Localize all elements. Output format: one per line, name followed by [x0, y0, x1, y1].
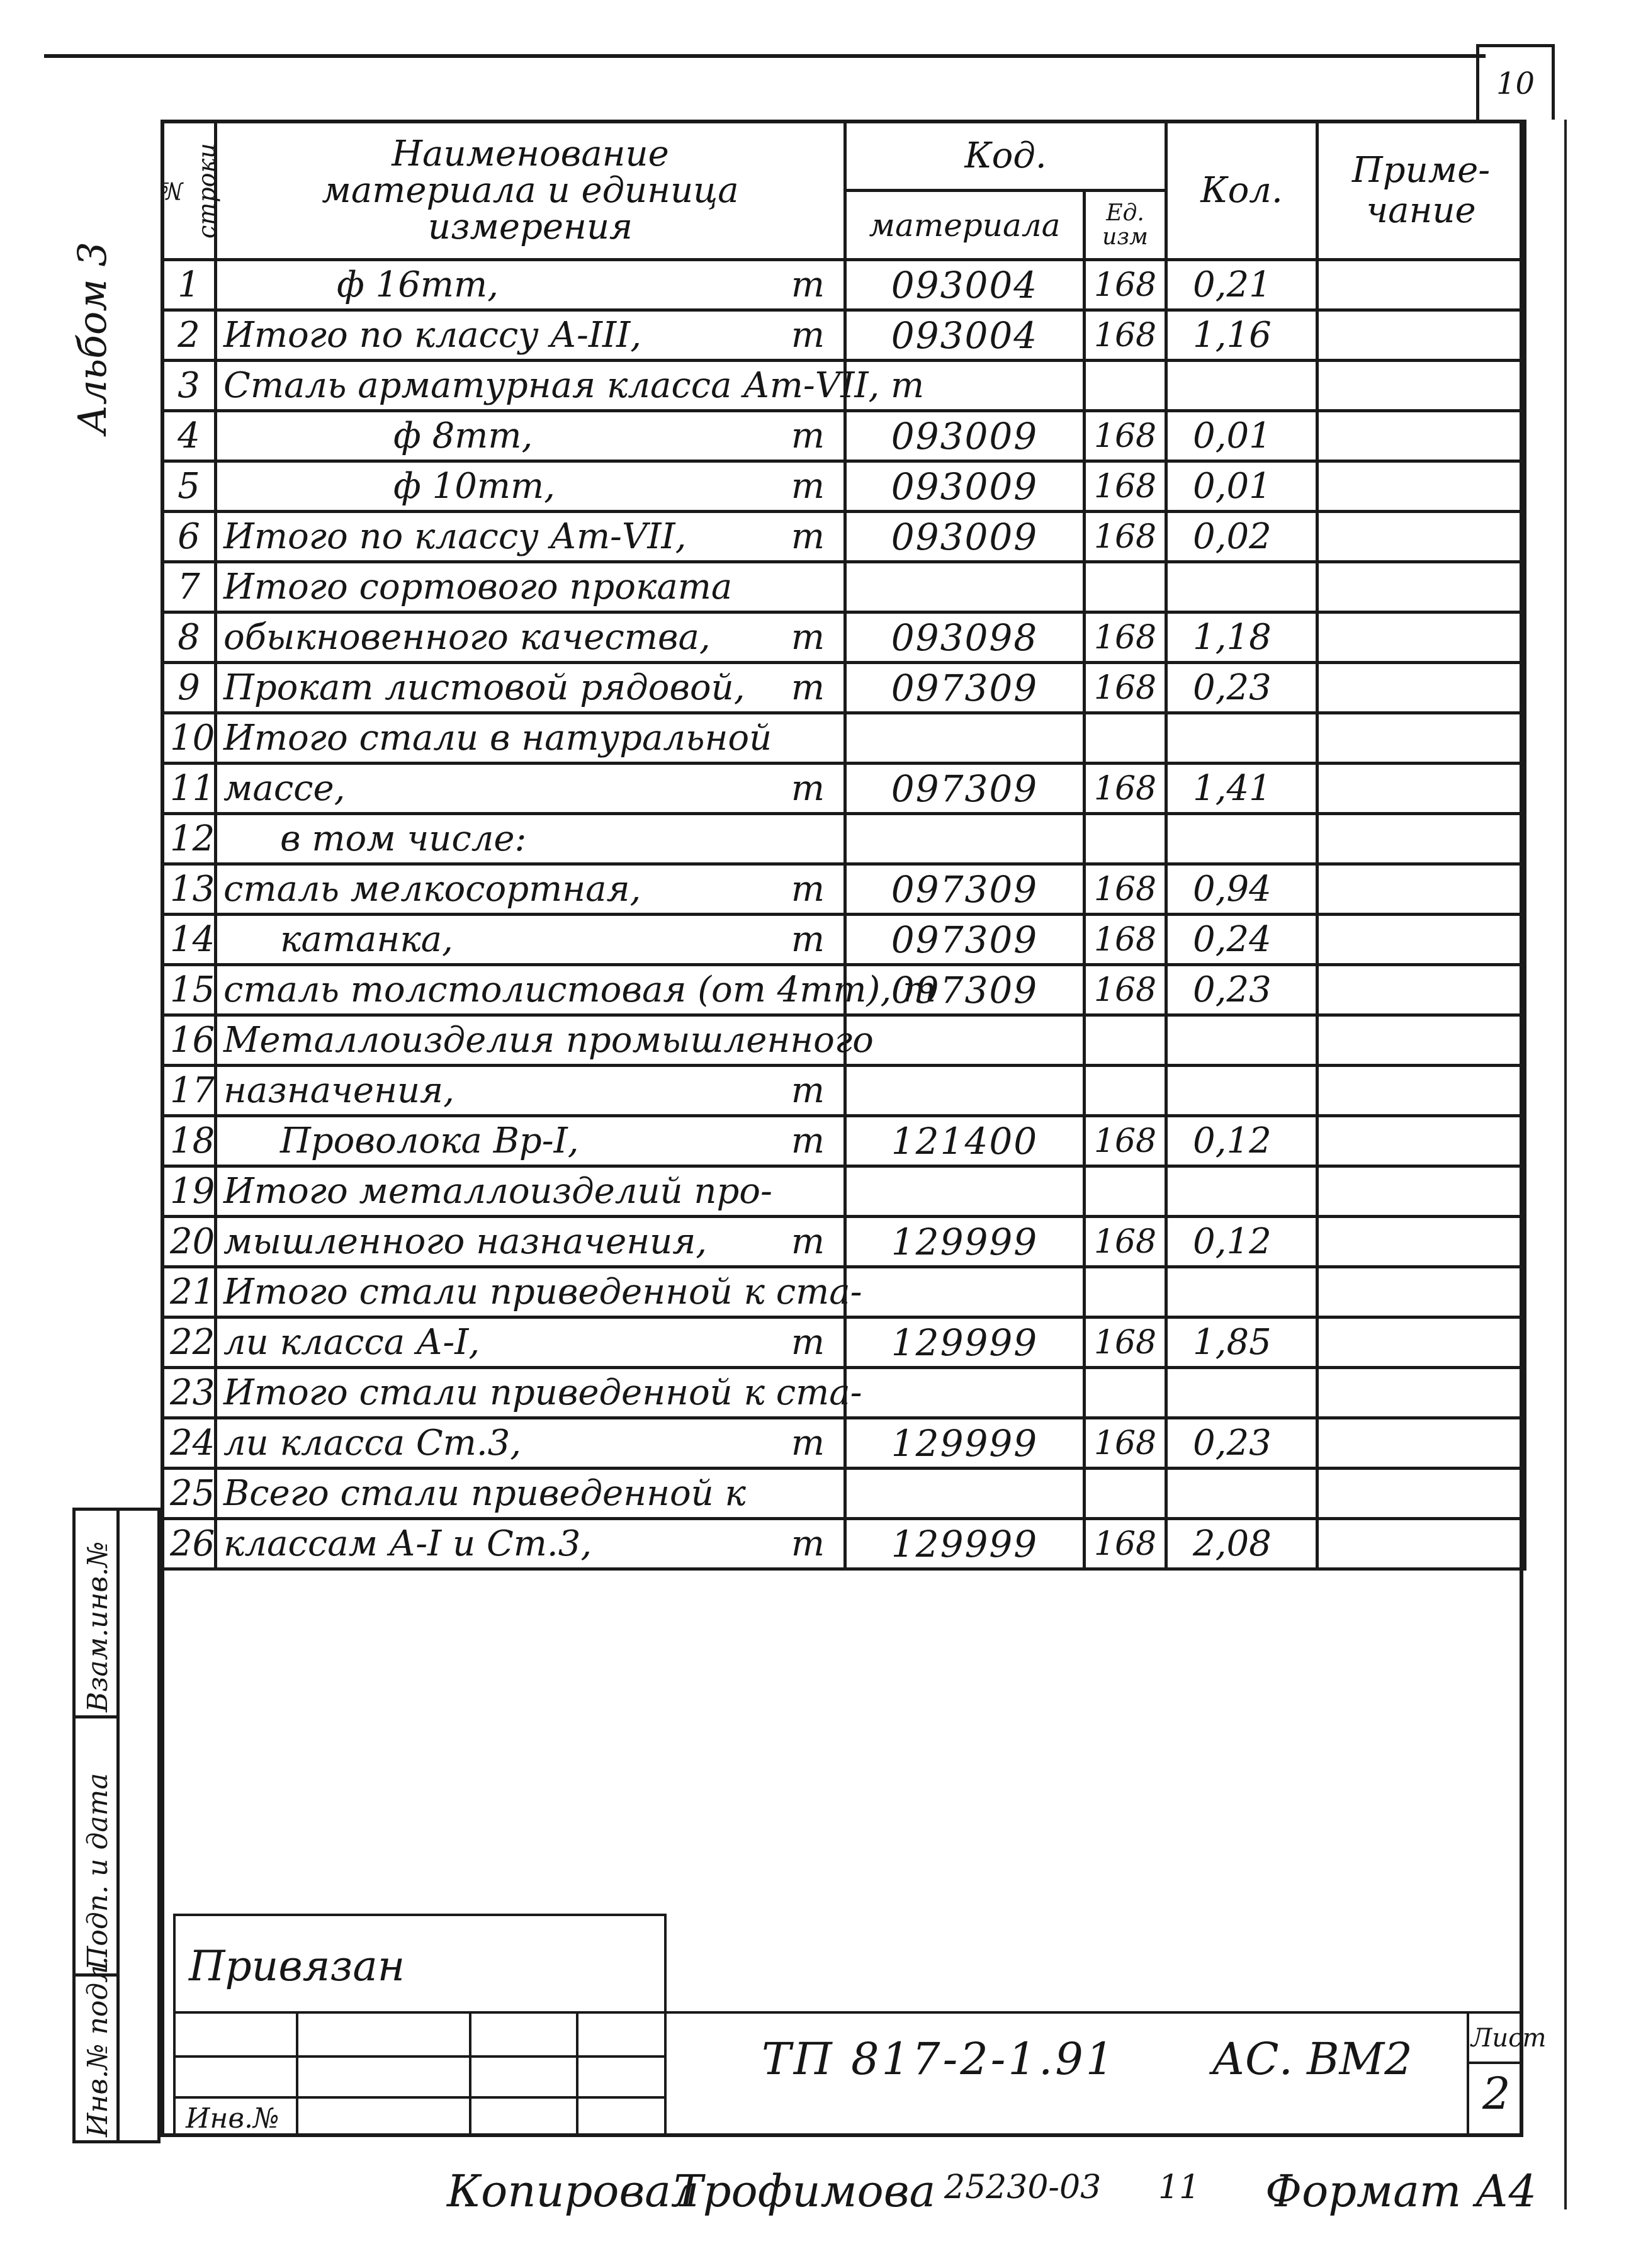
material-name-text: Итого стали приведенной к ста- [223, 1272, 862, 1312]
quantity: 0,01 [1166, 461, 1317, 512]
unit-code: 168 [1085, 864, 1166, 915]
row-number: 8 [162, 612, 216, 663]
header-note: Приме- чание [1317, 121, 1525, 260]
quantity: 1,16 [1166, 310, 1317, 361]
material-code: 093098 [845, 612, 1085, 663]
row-number: 3 [162, 361, 216, 411]
material-name-text: Итого стали приведенной к ста- [223, 1372, 862, 1413]
material-name-text: Проволока Вр-I, [280, 1120, 579, 1161]
row-number: 15 [162, 965, 216, 1015]
quantity: 0,21 [1166, 260, 1317, 310]
tb-inv-no: Инв.№ [186, 2102, 279, 2135]
row-number: 4 [162, 411, 216, 461]
footer-order-sheet: 11 [1158, 2169, 1200, 2206]
document-code: ТП 817-2-1.91 [762, 2033, 1117, 2085]
material-name-text: ф 8mm, [393, 415, 533, 456]
header-name-line3: измерения [427, 206, 633, 247]
side-stamp [72, 1508, 161, 2143]
material-code: 121400 [845, 1116, 1085, 1166]
material-unit: т [791, 1120, 825, 1161]
material-code: 097309 [845, 764, 1085, 814]
material-unit: т [791, 1322, 825, 1363]
row-number: 7 [162, 562, 216, 612]
material-name-text: катанка, [280, 919, 453, 960]
material-code: 097309 [845, 663, 1085, 713]
row-number: 25 [162, 1469, 216, 1519]
quantity: 0,01 [1166, 411, 1317, 461]
row-number: 18 [162, 1116, 216, 1166]
material-unit: т [791, 869, 825, 910]
stamp-inv-orig: Инв.№ подл. [82, 1956, 114, 2137]
row-number: 13 [162, 864, 216, 915]
header-name-line2: материала и единица [322, 169, 739, 211]
material-code: 093009 [845, 461, 1085, 512]
header-code-unit: Ед. изм [1085, 191, 1166, 260]
material-code: 129999 [845, 1317, 1085, 1368]
material-unit: т [791, 466, 825, 507]
material-unit: т [791, 1523, 825, 1564]
quantity: 1,18 [1166, 612, 1317, 663]
row-number: 11 [162, 764, 216, 814]
footer-copied: Копировал [447, 2165, 699, 2217]
row-number: 16 [162, 1015, 216, 1066]
header-code-material: материала [845, 191, 1085, 260]
material-name-text: Итого сортового проката [223, 567, 733, 607]
material-code: 129999 [845, 1217, 1085, 1267]
sheet-label: Лист [1471, 2024, 1547, 2053]
material-name-text: ф 10mm, [393, 466, 555, 507]
row-number: 24 [162, 1418, 216, 1469]
material-code: 093004 [845, 260, 1085, 310]
row-number: 6 [162, 512, 216, 562]
row-number: 5 [162, 461, 216, 512]
material-name-text: Итого металлоизделий про- [223, 1171, 772, 1212]
material-name-text: назначения, [223, 1070, 454, 1111]
material-unit: т [791, 617, 825, 658]
material-name-text: ли класса Ст.3, [223, 1423, 522, 1464]
sheet-frame [161, 120, 1523, 2137]
material-unit: т [791, 1070, 825, 1111]
quantity: 0,23 [1166, 663, 1317, 713]
quantity: 0,12 [1166, 1116, 1317, 1166]
material-name-text: массе, [223, 768, 346, 809]
quantity: 0,02 [1166, 512, 1317, 562]
material-unit: т [791, 919, 825, 960]
unit-code: 168 [1085, 612, 1166, 663]
row-number: 23 [162, 1368, 216, 1418]
unit-code: 168 [1085, 512, 1166, 562]
material-name-text: сталь толстолистовая (от 4mm), т [223, 969, 937, 1010]
unit-code: 168 [1085, 260, 1166, 310]
material-code: 097309 [845, 864, 1085, 915]
unit-code: 168 [1085, 764, 1166, 814]
quantity: 0,94 [1166, 864, 1317, 915]
row-number: 10 [162, 713, 216, 764]
unit-code: 168 [1085, 915, 1166, 965]
quantity: 0,23 [1166, 965, 1317, 1015]
quantity: 1,85 [1166, 1317, 1317, 1368]
linked-label: Привязан [189, 1942, 405, 1990]
material-name-text: Металлоизделия промышленного [223, 1020, 874, 1061]
footer-order: 25230-03 [944, 2169, 1102, 2206]
quantity: 1,41 [1166, 764, 1317, 814]
row-number: 2 [162, 310, 216, 361]
row-number: 21 [162, 1267, 216, 1317]
page-number: 10 [1476, 44, 1555, 120]
material-name-text: Всего стали приведенной к [223, 1473, 746, 1514]
material-name-text: Прокат листовой рядовой, [223, 667, 745, 708]
unit-code: 168 [1085, 411, 1166, 461]
material-unit: т [791, 768, 825, 809]
album-label: Альбом 3 [69, 242, 115, 434]
material-code: 097309 [845, 915, 1085, 965]
material-name-text: Сталь арматурная класса Ат-VII, т [223, 365, 925, 406]
unit-code: 168 [1085, 1519, 1166, 1569]
row-number: 14 [162, 915, 216, 965]
unit-code: 168 [1085, 1217, 1166, 1267]
material-unit: т [791, 1221, 825, 1262]
row-number: 9 [162, 663, 216, 713]
unit-code: 168 [1085, 461, 1166, 512]
material-name-text: сталь мелкосортная, [223, 869, 641, 910]
material-name-text: Итого по классу А-III, [223, 315, 642, 356]
quantity: 2,08 [1166, 1519, 1317, 1569]
sheet-number: 2 [1482, 2068, 1511, 2119]
header-row-number: № строки [162, 121, 216, 260]
material-unit: т [791, 315, 825, 356]
row-number: 19 [162, 1166, 216, 1217]
material-unit: т [791, 667, 825, 708]
row-number: 20 [162, 1217, 216, 1267]
unit-code: 168 [1085, 310, 1166, 361]
stamp-vzam-inv: Взам.инв.№ [82, 1541, 114, 1712]
material-name-text: классам А-I и Ст.3, [223, 1523, 592, 1564]
material-code: 097309 [845, 965, 1085, 1015]
row-number: 17 [162, 1066, 216, 1116]
sheet-code: АС. ВМ2 [1212, 2033, 1413, 2085]
material-name-text: ф 16mm, [337, 264, 499, 305]
top-border-line [44, 54, 1486, 58]
material-name-text: Итого по классу Ат-VII, [223, 516, 687, 557]
material-code: 093009 [845, 512, 1085, 562]
quantity: 0,23 [1166, 1418, 1317, 1469]
material-name-text: ли класса А-I, [223, 1322, 480, 1363]
material-name-text: обыкновенного качества, [223, 617, 711, 658]
unit-code: 168 [1085, 663, 1166, 713]
unit-code: 168 [1085, 1317, 1166, 1368]
material-unit: т [791, 1423, 825, 1464]
unit-code: 168 [1085, 1418, 1166, 1469]
row-number: 22 [162, 1317, 216, 1368]
header-name-line1: Наименование [392, 133, 669, 174]
material-name-text: Итого стали в натуральной [223, 718, 772, 759]
material-unit: т [791, 415, 825, 456]
quantity: 0,24 [1166, 915, 1317, 965]
stamp-side-column [116, 1511, 161, 2140]
unit-code: 168 [1085, 1116, 1166, 1166]
material-name-text: мышленного назначения, [223, 1221, 708, 1262]
material-code: 093004 [845, 310, 1085, 361]
material-unit: т [791, 516, 825, 557]
footer-format: Формат А4 [1265, 2165, 1537, 2217]
row-number: 12 [162, 814, 216, 864]
header-qty: Кол. [1166, 121, 1317, 260]
material-code: 129999 [845, 1418, 1085, 1469]
row-number: 1 [162, 260, 216, 310]
footer-copier: Трофимова [674, 2165, 936, 2217]
stamp-sign-date: Подп. и дата [82, 1773, 114, 1970]
right-edge-line [1564, 120, 1567, 2209]
quantity: 0,12 [1166, 1217, 1317, 1267]
material-unit: т [791, 264, 825, 305]
material-name-text: в том числе: [280, 818, 527, 859]
material-code: 093009 [845, 411, 1085, 461]
unit-code: 168 [1085, 965, 1166, 1015]
header-code: Код. [845, 121, 1166, 191]
material-code: 129999 [845, 1519, 1085, 1569]
row-number: 26 [162, 1519, 216, 1569]
